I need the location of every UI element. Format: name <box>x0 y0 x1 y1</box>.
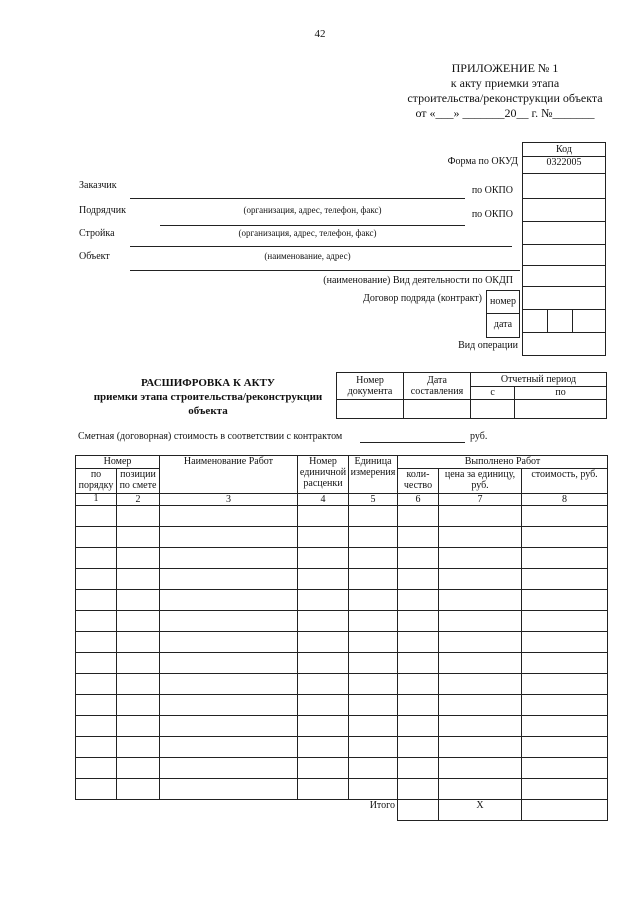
period-from-header: с <box>471 386 515 400</box>
table-cell <box>439 506 522 527</box>
contract-number-cell <box>523 287 606 310</box>
table-cell <box>117 590 160 611</box>
unit-header: Единица измерения <box>349 456 398 494</box>
table-cell <box>298 548 349 569</box>
contract-date-year <box>573 310 606 333</box>
table-cell <box>522 611 608 632</box>
table-cell <box>298 506 349 527</box>
table-cell <box>398 590 439 611</box>
table-row <box>76 506 608 527</box>
customer-line <box>130 198 465 199</box>
document-title-line1: РАСШИФРОВКА К АКТУ <box>140 377 275 389</box>
unit-price-header: цена за единицу, руб. <box>439 469 522 494</box>
contract-label: Договор подряда (контракт) <box>363 293 482 304</box>
okud-label: Форма по ОКУД <box>447 156 518 167</box>
table-cell <box>76 779 117 800</box>
table-row <box>76 695 608 716</box>
table-cell <box>522 632 608 653</box>
table-cell <box>439 695 522 716</box>
appendix-title: ПРИЛОЖЕНИЕ № 1 <box>451 61 559 75</box>
table-cell <box>522 779 608 800</box>
quantity-header: коли-чество <box>398 469 439 494</box>
codes-header: Код <box>523 143 606 157</box>
okpo-contractor-cell <box>523 199 606 222</box>
table-cell <box>349 569 398 590</box>
table-cell <box>439 758 522 779</box>
table-cell <box>398 716 439 737</box>
table-cell <box>160 527 298 548</box>
table-cell <box>349 779 398 800</box>
period-to-header: по <box>515 386 607 400</box>
table-cell <box>398 653 439 674</box>
table-cell <box>76 716 117 737</box>
table-cell <box>160 779 298 800</box>
operation-label: Вид операции <box>458 340 518 351</box>
table-cell <box>76 737 117 758</box>
table-cell <box>439 653 522 674</box>
okpo-label-2: по ОКПО <box>471 209 513 220</box>
table-cell <box>349 506 398 527</box>
appendix-header <box>390 61 620 121</box>
table-cell <box>398 527 439 548</box>
period-to-value <box>515 400 607 419</box>
okpo-customer-cell <box>523 174 606 199</box>
table-cell <box>117 674 160 695</box>
col-num-8: 8 <box>522 494 608 506</box>
table-cell <box>439 632 522 653</box>
page-number: 42 <box>314 28 326 40</box>
site-code-cell <box>523 222 606 245</box>
okud-code: 0322005 <box>523 157 606 174</box>
document-title-line2: приемки этапа строительства/реконструкции <box>93 391 323 403</box>
table-cell <box>76 569 117 590</box>
table-cell <box>439 737 522 758</box>
document-number-table <box>336 372 607 419</box>
table-cell <box>76 653 117 674</box>
table-cell <box>117 569 160 590</box>
table-cell <box>349 695 398 716</box>
table-cell <box>439 590 522 611</box>
table-cell <box>522 716 608 737</box>
table-cell <box>439 716 522 737</box>
table-row <box>76 653 608 674</box>
table-row <box>76 779 608 800</box>
table-cell <box>522 569 608 590</box>
table-cell <box>117 632 160 653</box>
table-cell <box>117 653 160 674</box>
works-table <box>75 455 608 821</box>
site-line <box>130 246 512 247</box>
object-label: Объект <box>79 251 110 262</box>
appendix-line1: к акту приемки этапа <box>450 76 560 90</box>
doc-number-header: Номер документа <box>337 373 404 400</box>
estimate-text: Сметная (договорная) стоимость в соответствии с контрактом <box>78 431 343 442</box>
object-code-cell <box>523 245 606 266</box>
table-cell <box>76 674 117 695</box>
period-header: Отчетный период <box>471 373 607 387</box>
estimate-line <box>360 442 465 443</box>
work-name-header: Наименование Работ <box>160 456 298 494</box>
table-cell <box>349 758 398 779</box>
doc-number-value <box>337 400 404 419</box>
contractor-hint: (организация, адрес, телефон, факс) <box>243 205 382 215</box>
table-cell <box>439 674 522 695</box>
table-cell <box>349 674 398 695</box>
table-cell <box>349 632 398 653</box>
operation-code-cell <box>523 333 606 356</box>
table-cell <box>398 779 439 800</box>
object-hint: (наименование, адрес) <box>264 251 351 261</box>
codes-table <box>522 142 606 356</box>
table-cell <box>398 611 439 632</box>
table-cell <box>298 674 349 695</box>
table-cell <box>398 737 439 758</box>
table-cell <box>298 611 349 632</box>
table-row <box>76 758 608 779</box>
contractor-line <box>160 225 465 226</box>
table-row <box>76 590 608 611</box>
table-row <box>76 716 608 737</box>
table-cell <box>522 506 608 527</box>
table-cell <box>76 527 117 548</box>
table-cell <box>298 695 349 716</box>
doc-date-value <box>404 400 471 419</box>
document-title-line3: объекта <box>188 405 228 417</box>
table-cell <box>298 653 349 674</box>
table-row <box>76 737 608 758</box>
number-header: Номер <box>76 456 160 469</box>
site-label: Стройка <box>79 228 115 239</box>
total-quantity <box>398 800 439 821</box>
period-from-value <box>471 400 515 419</box>
table-cell <box>439 779 522 800</box>
estimate-currency: руб. <box>470 431 488 442</box>
table-cell <box>298 632 349 653</box>
col-num-7: 7 <box>439 494 522 506</box>
done-header: Выполнено Работ <box>398 456 608 469</box>
table-cell <box>117 611 160 632</box>
appendix-line2: строительства/реконструкции объекта <box>407 91 603 105</box>
order-number-header: по порядку <box>76 469 117 494</box>
cost-header: стоимость, руб. <box>522 469 608 494</box>
col-num-5: 5 <box>349 494 398 506</box>
table-cell <box>522 548 608 569</box>
table-cell <box>76 611 117 632</box>
table-row <box>76 548 608 569</box>
table-cell <box>349 716 398 737</box>
table-cell <box>522 527 608 548</box>
table-row <box>76 527 608 548</box>
table-cell <box>76 758 117 779</box>
table-cell <box>160 653 298 674</box>
okpo-label-1: по ОКПО <box>471 185 513 196</box>
table-cell <box>522 674 608 695</box>
table-cell <box>298 779 349 800</box>
document-title <box>78 376 338 418</box>
table-cell <box>398 758 439 779</box>
table-cell <box>349 548 398 569</box>
total-cost <box>522 800 608 821</box>
table-cell <box>522 590 608 611</box>
table-cell <box>522 653 608 674</box>
table-cell <box>160 695 298 716</box>
table-cell <box>76 548 117 569</box>
table-cell <box>349 737 398 758</box>
col-num-2: 2 <box>117 494 160 506</box>
table-cell <box>160 569 298 590</box>
contract-date-month <box>548 310 573 333</box>
table-cell <box>298 569 349 590</box>
contract-number-label: номер <box>486 290 520 314</box>
table-cell <box>349 653 398 674</box>
appendix-line3: от «___» _______20__ г. №_______ <box>415 106 595 120</box>
col-num-6: 6 <box>398 494 439 506</box>
table-row <box>76 632 608 653</box>
table-cell <box>522 758 608 779</box>
object-line <box>130 270 520 271</box>
table-cell <box>76 695 117 716</box>
table-row <box>76 569 608 590</box>
table-cell <box>160 548 298 569</box>
total-x: X <box>439 800 522 821</box>
table-cell <box>298 737 349 758</box>
doc-date-header: Дата составления <box>404 373 471 400</box>
table-cell <box>522 695 608 716</box>
unit-price-number-header: Номер единичной расценки <box>298 456 349 494</box>
col-num-1: 1 <box>76 494 117 506</box>
table-cell <box>398 569 439 590</box>
table-cell <box>298 590 349 611</box>
table-cell <box>117 758 160 779</box>
table-cell <box>398 548 439 569</box>
table-cell <box>117 506 160 527</box>
okdp-label: (наименование) Вид деятельности по ОКДП <box>323 275 513 286</box>
site-hint: (организация, адрес, телефон, факс) <box>238 228 377 238</box>
table-cell <box>160 737 298 758</box>
table-cell <box>160 506 298 527</box>
okdp-code-cell <box>523 266 606 287</box>
table-cell <box>298 716 349 737</box>
table-cell <box>349 527 398 548</box>
table-cell <box>160 716 298 737</box>
contract-date-day <box>523 310 548 333</box>
table-cell <box>76 632 117 653</box>
total-label: Итого <box>76 800 398 821</box>
table-row <box>76 674 608 695</box>
table-cell <box>398 632 439 653</box>
contract-date-label: дата <box>486 314 520 338</box>
table-cell <box>117 737 160 758</box>
table-cell <box>439 548 522 569</box>
table-cell <box>76 590 117 611</box>
table-cell <box>398 695 439 716</box>
table-cell <box>439 611 522 632</box>
table-cell <box>298 758 349 779</box>
table-cell <box>117 527 160 548</box>
table-cell <box>160 632 298 653</box>
customer-label: Заказчик <box>79 180 117 191</box>
estimate-position-header: позиции по смете <box>117 469 160 494</box>
table-cell <box>160 758 298 779</box>
table-cell <box>76 506 117 527</box>
table-cell <box>398 506 439 527</box>
table-cell <box>522 737 608 758</box>
contractor-label: Подрядчик <box>79 205 126 216</box>
table-cell <box>439 527 522 548</box>
col-num-3: 3 <box>160 494 298 506</box>
table-cell <box>117 695 160 716</box>
col-num-4: 4 <box>298 494 349 506</box>
table-cell <box>349 590 398 611</box>
table-cell <box>117 779 160 800</box>
table-cell <box>439 569 522 590</box>
table-cell <box>160 590 298 611</box>
table-cell <box>117 716 160 737</box>
table-cell <box>117 548 160 569</box>
table-cell <box>160 674 298 695</box>
table-cell <box>349 611 398 632</box>
table-cell <box>160 611 298 632</box>
table-row <box>76 611 608 632</box>
table-cell <box>298 527 349 548</box>
table-cell <box>398 674 439 695</box>
